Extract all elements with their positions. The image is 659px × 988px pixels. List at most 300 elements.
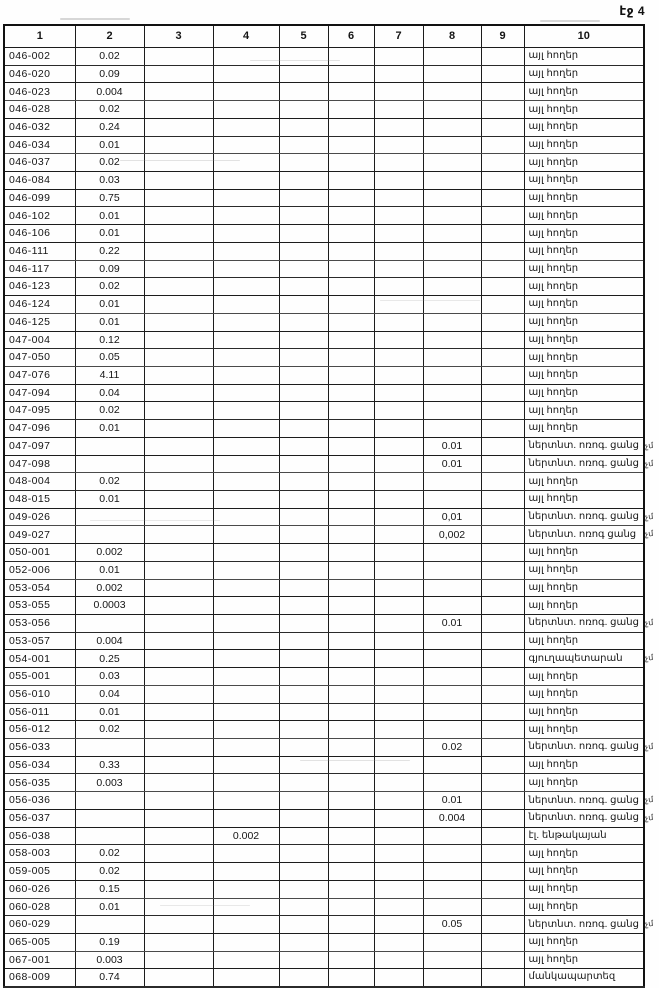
margin-mark: չմ [644,653,654,664]
cell-area-col4 [213,845,279,863]
cell-area-col2: 0.02 [75,402,144,420]
cell-col3 [144,863,213,881]
cell-area-col8 [423,774,481,792]
table-row [4,278,644,296]
table-row [4,898,644,916]
cell-col5 [279,880,328,898]
cell-col7 [374,349,423,367]
cell-parcel-code: 056-034 [4,756,75,774]
cell-col9 [481,136,524,154]
cell-area-col4 [213,366,279,384]
cell-col9 [481,313,524,331]
cell-parcel-code: 047-098 [4,455,75,473]
cell-col5 [279,845,328,863]
cell-col6 [328,739,374,757]
cell-area-col2: 0.75 [75,189,144,207]
cell-col3 [144,809,213,827]
cell-area-col8 [423,490,481,508]
cell-col6 [328,48,374,66]
cell-col9 [481,756,524,774]
cell-col9 [481,969,524,987]
table-row [4,437,644,455]
cell-col5 [279,420,328,438]
cell-land-type: այլ հողեր [524,880,644,898]
cell-col9 [481,420,524,438]
cell-col9 [481,242,524,260]
table-row [4,242,644,260]
cell-col5 [279,632,328,650]
cell-col3 [144,207,213,225]
cell-parcel-code: 049-027 [4,526,75,544]
cell-col6 [328,969,374,987]
cell-col9 [481,951,524,969]
cell-col9 [481,278,524,296]
cell-col3 [144,526,213,544]
cell-area-col2: 0.0003 [75,597,144,615]
cell-col7 [374,384,423,402]
cell-col5 [279,597,328,615]
cell-land-type: այլ հողեր [524,721,644,739]
cell-area-col2: 0.003 [75,774,144,792]
cell-area-col4 [213,703,279,721]
cell-col7 [374,402,423,420]
cell-area-col2: 0.02 [75,863,144,881]
cell-land-type: այլ հողեր [524,490,644,508]
cell-col9 [481,101,524,119]
cell-col5 [279,455,328,473]
cell-col5 [279,703,328,721]
cell-land-type: այլ հողեր [524,473,644,491]
cell-col3 [144,721,213,739]
cell-col5 [279,561,328,579]
cell-area-col2: 0.33 [75,756,144,774]
table-row [4,827,644,845]
cell-col7 [374,65,423,83]
cell-col9 [481,172,524,190]
cell-col9 [481,579,524,597]
cell-area-col2: 0.19 [75,933,144,951]
cell-col5 [279,136,328,154]
cell-area-col8 [423,685,481,703]
cell-col6 [328,880,374,898]
cell-col7 [374,455,423,473]
cell-col7 [374,526,423,544]
cell-col3 [144,384,213,402]
cell-area-col8 [423,402,481,420]
cell-col7 [374,845,423,863]
cell-col6 [328,809,374,827]
cell-area-col8 [423,118,481,136]
cell-col9 [481,845,524,863]
cell-area-col4 [213,331,279,349]
cell-col6 [328,774,374,792]
cell-col9 [481,827,524,845]
cell-col7 [374,225,423,243]
scanned-table-area [3,24,659,988]
cell-col6 [328,863,374,881]
cell-parcel-code: 047-095 [4,402,75,420]
cell-parcel-code: 068-009 [4,969,75,987]
cell-land-type: այլ հողեր [524,703,644,721]
cell-area-col8 [423,189,481,207]
column-header-6: 6 [328,25,374,48]
cell-area-col2: 0.02 [75,278,144,296]
cell-col6 [328,526,374,544]
cell-area-col2 [75,809,144,827]
table-row [4,490,644,508]
cell-col5 [279,827,328,845]
table-row [4,526,644,544]
cell-col3 [144,739,213,757]
cell-land-type: այլ հողեր [524,83,644,101]
cell-land-type: այլ հողեր [524,260,644,278]
cell-col5 [279,154,328,172]
cell-col9 [481,880,524,898]
cell-col3 [144,632,213,650]
cell-area-col2: 0.003 [75,951,144,969]
cell-col6 [328,101,374,119]
cell-col5 [279,225,328,243]
cell-col3 [144,331,213,349]
cell-col6 [328,703,374,721]
cell-area-col4 [213,615,279,633]
cell-area-col2: 0.03 [75,172,144,190]
cell-parcel-code: 046-037 [4,154,75,172]
cell-land-type: այլ հողեր [524,296,644,314]
cell-parcel-code: 056-010 [4,685,75,703]
table-row [4,455,644,473]
cell-parcel-code: 047-096 [4,420,75,438]
cell-col6 [328,189,374,207]
cell-col7 [374,544,423,562]
cell-col3 [144,792,213,810]
cell-col7 [374,597,423,615]
cell-land-type: ներտնտ. ոռոգ. ցանց [524,437,644,455]
cell-area-col2 [75,508,144,526]
table-row [4,774,644,792]
cell-area-col8 [423,951,481,969]
cell-parcel-code: 056-038 [4,827,75,845]
cell-area-col8 [423,650,481,668]
cell-col6 [328,136,374,154]
cell-area-col8 [423,154,481,172]
cell-col9 [481,455,524,473]
cell-col3 [144,420,213,438]
cell-col7 [374,863,423,881]
cell-parcel-code: 053-055 [4,597,75,615]
cell-land-type: այլ հողեր [524,313,644,331]
cell-parcel-code: 056-035 [4,774,75,792]
cell-area-col8: 0.004 [423,809,481,827]
cell-col5 [279,260,328,278]
cell-land-type: մանկապարտեզ [524,969,644,987]
cell-parcel-code: 048-015 [4,490,75,508]
cell-area-col8 [423,331,481,349]
cell-col7 [374,490,423,508]
cell-land-type: այլ հողեր [524,101,644,119]
cell-area-col4 [213,792,279,810]
cell-area-col4 [213,437,279,455]
cell-land-type: էլ. ենթակայան [524,827,644,845]
cell-area-col4 [213,136,279,154]
cell-col9 [481,65,524,83]
cell-area-col8 [423,225,481,243]
cell-col7 [374,136,423,154]
cell-col6 [328,384,374,402]
cell-land-type: այլ հողեր [524,48,644,66]
table-body [4,48,644,987]
table-row [4,668,644,686]
cell-col7 [374,792,423,810]
cell-parcel-code: 055-001 [4,668,75,686]
table-row [4,83,644,101]
scan-artifact [60,18,130,20]
cell-col3 [144,845,213,863]
cell-area-col8 [423,296,481,314]
cell-area-col4 [213,48,279,66]
cell-parcel-code: 053-056 [4,615,75,633]
cell-land-type: ներտնտ. ոռոգ. ցանց [524,508,644,526]
cell-col3 [144,473,213,491]
cell-area-col2 [75,827,144,845]
cell-col7 [374,437,423,455]
cell-col6 [328,242,374,260]
cell-col5 [279,863,328,881]
cell-area-col8 [423,579,481,597]
cell-col7 [374,260,423,278]
cell-col7 [374,809,423,827]
cell-parcel-code: 054-001 [4,650,75,668]
cell-area-col2 [75,739,144,757]
cell-area-col8 [423,721,481,739]
cell-col3 [144,455,213,473]
cell-col7 [374,703,423,721]
cell-col9 [481,721,524,739]
cell-col6 [328,83,374,101]
cell-col6 [328,225,374,243]
cell-col9 [481,83,524,101]
cell-col7 [374,969,423,987]
cell-col3 [144,437,213,455]
cell-col5 [279,615,328,633]
cell-parcel-code: 046-102 [4,207,75,225]
cell-col3 [144,136,213,154]
cell-col9 [481,207,524,225]
cell-area-col4 [213,189,279,207]
cell-area-col2: 0.01 [75,703,144,721]
cell-area-col8 [423,349,481,367]
table-row [4,597,644,615]
cell-land-type: ներտնտ. ոռոգ. ցանց [524,455,644,473]
table-row [4,402,644,420]
cell-area-col8 [423,845,481,863]
cell-col5 [279,296,328,314]
table-row [4,561,644,579]
margin-mark: չմ [644,511,654,522]
cell-col5 [279,969,328,987]
table-row [4,101,644,119]
cell-parcel-code: 046-020 [4,65,75,83]
column-header-10: 10 [524,25,644,48]
cell-col9 [481,402,524,420]
cell-area-col2: 0.01 [75,225,144,243]
cell-land-type: ներտնտ. ոռոգ ցանց [524,526,644,544]
cell-area-col4 [213,260,279,278]
cell-land-type: այլ հողեր [524,154,644,172]
cell-col3 [144,313,213,331]
cell-land-type: այլ հողեր [524,136,644,154]
cell-col5 [279,756,328,774]
cell-col9 [481,933,524,951]
cell-col7 [374,189,423,207]
cell-area-col4 [213,933,279,951]
cell-col9 [481,473,524,491]
cell-area-col8 [423,313,481,331]
margin-mark: չմ [644,741,654,752]
cell-col3 [144,650,213,668]
cell-col3 [144,756,213,774]
cell-area-col4 [213,508,279,526]
table-row [4,508,644,526]
cell-col6 [328,313,374,331]
cell-area-col8 [423,136,481,154]
column-header-8: 8 [423,25,481,48]
cell-col6 [328,579,374,597]
cell-col6 [328,756,374,774]
cell-col7 [374,296,423,314]
column-header-2: 2 [75,25,144,48]
cell-col5 [279,579,328,597]
table-row [4,809,644,827]
cell-col7 [374,154,423,172]
cell-area-col8 [423,473,481,491]
cell-area-col2: 0.04 [75,384,144,402]
cell-col5 [279,898,328,916]
cell-col9 [481,544,524,562]
cell-col6 [328,951,374,969]
cell-col5 [279,473,328,491]
cell-area-col8 [423,260,481,278]
cell-col6 [328,420,374,438]
cell-col5 [279,242,328,260]
cell-col5 [279,101,328,119]
table-row [4,650,644,668]
scan-artifact [540,20,600,22]
cell-parcel-code: 046-028 [4,101,75,119]
cell-area-col4 [213,685,279,703]
cell-land-type: այլ հողեր [524,951,644,969]
cell-col3 [144,774,213,792]
cell-col6 [328,597,374,615]
cell-area-col8 [423,101,481,119]
cell-area-col8 [423,242,481,260]
table-row [4,366,644,384]
cell-area-col2 [75,615,144,633]
cell-land-type: ներտնտ. ոռոգ. ցանց [524,739,644,757]
table-row [4,685,644,703]
cell-col3 [144,898,213,916]
column-header-4: 4 [213,25,279,48]
cell-col5 [279,313,328,331]
cell-area-col4 [213,420,279,438]
cell-col7 [374,827,423,845]
cell-col6 [328,260,374,278]
cell-area-col8: 0.01 [423,437,481,455]
table-row [4,189,644,207]
cell-col6 [328,455,374,473]
cell-col9 [481,526,524,544]
cell-col5 [279,774,328,792]
cell-col9 [481,225,524,243]
cell-area-col8 [423,384,481,402]
cell-col7 [374,721,423,739]
cell-col6 [328,331,374,349]
cell-parcel-code: 059-005 [4,863,75,881]
cell-col6 [328,65,374,83]
cell-area-col4 [213,455,279,473]
cell-area-col4 [213,739,279,757]
cell-col3 [144,278,213,296]
cell-col3 [144,933,213,951]
cell-area-col4 [213,668,279,686]
cell-col9 [481,437,524,455]
cell-area-col2: 0.02 [75,721,144,739]
cell-col9 [481,331,524,349]
land-parcel-table [3,24,645,988]
cell-area-col4: 0.002 [213,827,279,845]
cell-parcel-code: 046-125 [4,313,75,331]
cell-parcel-code: 047-004 [4,331,75,349]
cell-area-col8: 0,002 [423,526,481,544]
cell-land-type: այլ հողեր [524,172,644,190]
cell-col6 [328,632,374,650]
cell-col3 [144,703,213,721]
cell-parcel-code: 046-023 [4,83,75,101]
cell-col9 [481,597,524,615]
cell-col9 [481,916,524,934]
cell-area-col8 [423,207,481,225]
cell-col6 [328,437,374,455]
cell-area-col4 [213,118,279,136]
cell-col5 [279,83,328,101]
cell-col9 [481,809,524,827]
cell-area-col8 [423,756,481,774]
cell-parcel-code: 046-106 [4,225,75,243]
cell-col6 [328,366,374,384]
cell-area-col8 [423,880,481,898]
table-row [4,615,644,633]
cell-area-col8: 0,01 [423,508,481,526]
cell-col3 [144,172,213,190]
cell-area-col4 [213,579,279,597]
cell-land-type: այլ հողեր [524,331,644,349]
cell-land-type: այլ հողեր [524,933,644,951]
cell-area-col8: 0.01 [423,615,481,633]
cell-parcel-code: 053-057 [4,632,75,650]
cell-col3 [144,48,213,66]
cell-col9 [481,792,524,810]
cell-col7 [374,561,423,579]
table-row [4,384,644,402]
cell-land-type: այլ հողեր [524,845,644,863]
cell-col7 [374,313,423,331]
table-row [4,880,644,898]
cell-area-col4 [213,526,279,544]
cell-col9 [481,260,524,278]
cell-parcel-code: 046-002 [4,48,75,66]
cell-col6 [328,685,374,703]
cell-col5 [279,65,328,83]
